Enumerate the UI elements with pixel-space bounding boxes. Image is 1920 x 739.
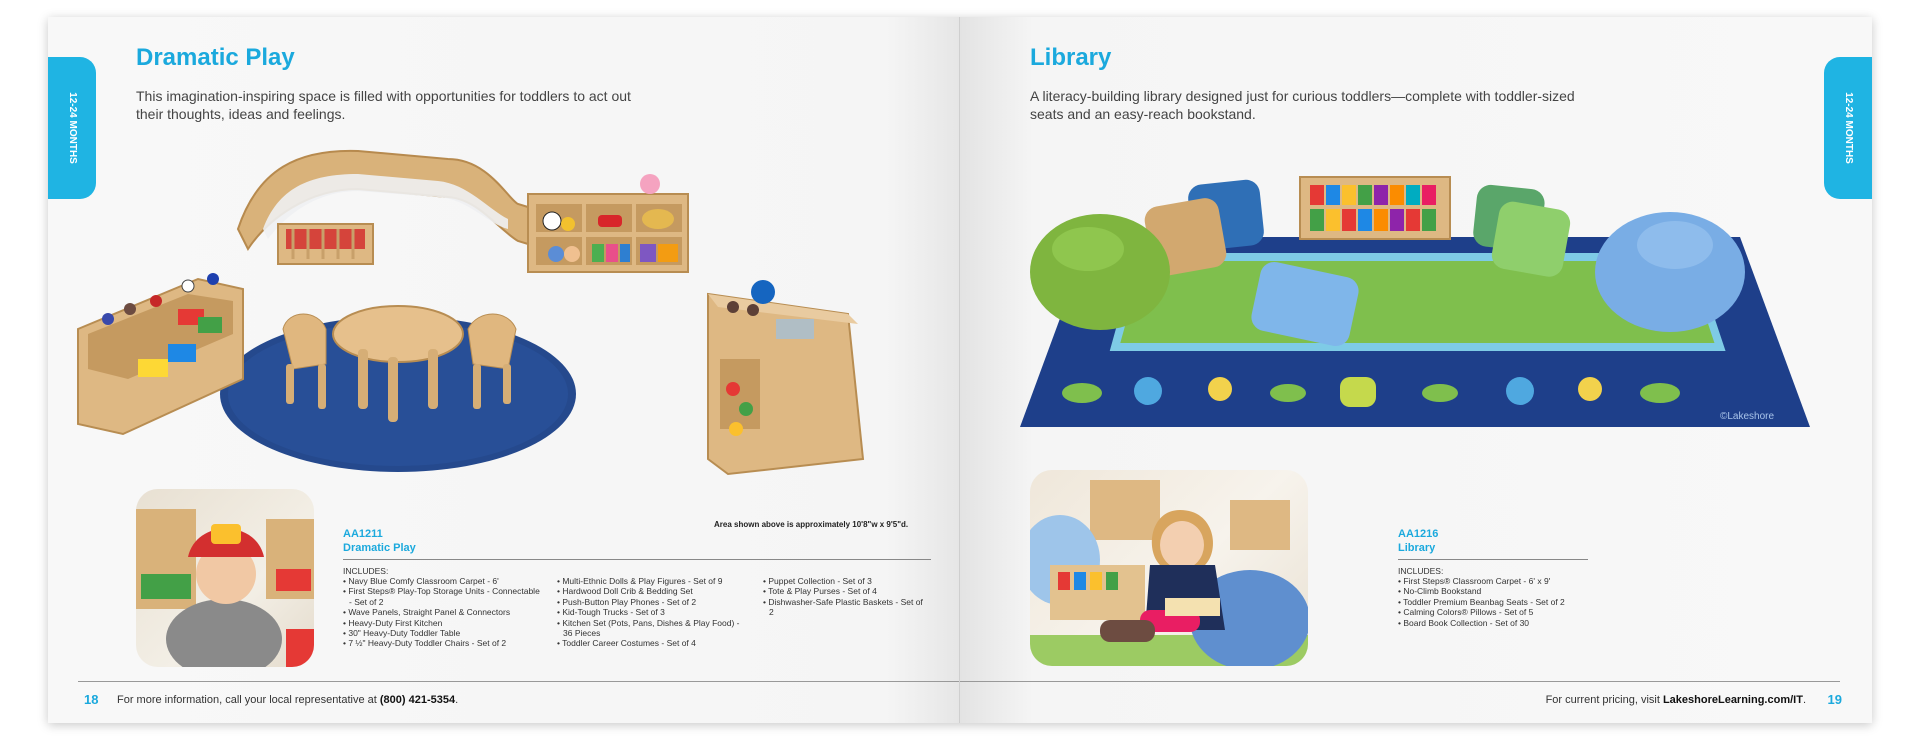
right-page	[960, 17, 1872, 723]
list-item: • Heavy-Duty First Kitchen	[343, 617, 443, 628]
list-item: • Board Book Collection - Set of 30	[1398, 617, 1530, 628]
footer-suffix: .	[455, 694, 459, 706]
list-item: • Toddler Premium Beanbag Seats - Set of 2	[1398, 596, 1565, 607]
list-item: • No-Climb Bookstand	[1398, 586, 1482, 597]
section-intro-right: A literacy-building library designed just for curious toddlers—complete with toddler-sized seats and an easy-reach bookstand.	[1030, 88, 1575, 122]
toddler-reading-photo	[1030, 470, 1308, 666]
website-link[interactable]: LakeshoreLearning.com/IT	[1662, 694, 1803, 706]
kit-divider	[1398, 559, 1588, 560]
kit-divider	[343, 559, 931, 560]
phone-number[interactable]: (800) 421-5354	[379, 694, 456, 706]
list-item: • Push-Button Play Phones - Set of 2	[557, 596, 697, 607]
area-note: Area shown above is approximately 10'8"w x 9'5"d.	[714, 520, 909, 529]
list-item: • Multi-Ethnic Dolls & Play Figures - Set of 9	[557, 576, 723, 586]
list-item: • Calming Colors® Pillows - Set of 5	[1398, 607, 1534, 618]
list-item: • Kitchen Set (Pots, Pans, Dishes & Play Food) - 36 Pieces	[557, 617, 740, 639]
age-tab-label: 12-24 MONTHS	[1843, 92, 1854, 164]
kit-info-library	[1398, 527, 1588, 628]
page-number-left: 18	[84, 692, 99, 707]
footer-contact	[117, 694, 458, 706]
section-title-dramatic-play: Dramatic Play	[136, 44, 295, 71]
list-item: • Dishwasher-Safe Plastic Baskets - Set of 2	[763, 596, 923, 618]
kit-name: Dramatic Play	[343, 542, 416, 554]
list-item: • Hardwood Doll Crib & Bedding Set	[557, 586, 693, 597]
left-page	[48, 17, 960, 723]
page-number-right: 19	[1827, 692, 1842, 707]
section-title-library: Library	[1030, 44, 1112, 71]
list-item: • Kid-Tough Trucks - Set of 3	[557, 607, 665, 618]
list-item: • Puppet Collection - Set of 3	[763, 576, 872, 586]
age-tab-label: 12-24 MONTHS	[67, 92, 78, 164]
includes-column-3	[763, 576, 923, 649]
list-item: • 30" Heavy-Duty Toddler Table	[343, 628, 461, 639]
list-item: • Tote & Play Purses - Set of 4	[763, 586, 877, 597]
list-item: • First Steps® Classroom Carpet - 6' x 9'	[1398, 576, 1551, 586]
includes-columns	[343, 576, 931, 649]
footer-divider-left	[78, 681, 960, 682]
dramatic-play-scene-image	[68, 129, 948, 504]
includes-label: INCLUDES:	[1398, 566, 1444, 576]
toddler-firefighter-photo	[136, 489, 314, 667]
footer-pricing	[1546, 694, 1806, 706]
footer-suffix: .	[1802, 694, 1806, 706]
includes-columns	[1398, 576, 1588, 628]
kit-info-dramatic-play	[343, 527, 931, 649]
rug-brand-mark: ©Lakeshore	[1720, 411, 1775, 422]
kit-name: Library	[1398, 542, 1436, 554]
includes-label: INCLUDES:	[343, 566, 389, 576]
library-scene-image	[1020, 157, 1820, 457]
list-item: • Navy Blue Comfy Classroom Carpet - 6'	[343, 576, 499, 586]
age-tab-right	[1824, 57, 1872, 199]
list-item: • Toddler Career Costumes - Set of 4	[557, 638, 696, 649]
section-intro-left: This imagination-inspiring space is filled with opportunities for toddlers to act out their thoughts, ideas and feelings.	[136, 88, 631, 122]
includes-column-1	[1398, 576, 1588, 628]
kit-code: AA1216	[1398, 528, 1439, 540]
list-item: • Wave Panels, Straight Panel & Connectors	[343, 607, 511, 618]
footer-divider-right	[960, 681, 1840, 682]
includes-column-1	[343, 576, 543, 649]
list-item: • 7 ½" Heavy-Duty Toddler Chairs - Set of 2	[343, 638, 507, 649]
includes-column-2	[557, 576, 749, 649]
catalog-spread	[48, 17, 1872, 723]
list-item: • First Steps® Play-Top Storage Units - Connectable - Set of 2	[343, 586, 540, 607]
kit-code: AA1211	[343, 528, 383, 540]
footer-prefix: For more information, call your local representative at	[117, 694, 380, 706]
footer-prefix: For current pricing, visit	[1545, 694, 1663, 706]
